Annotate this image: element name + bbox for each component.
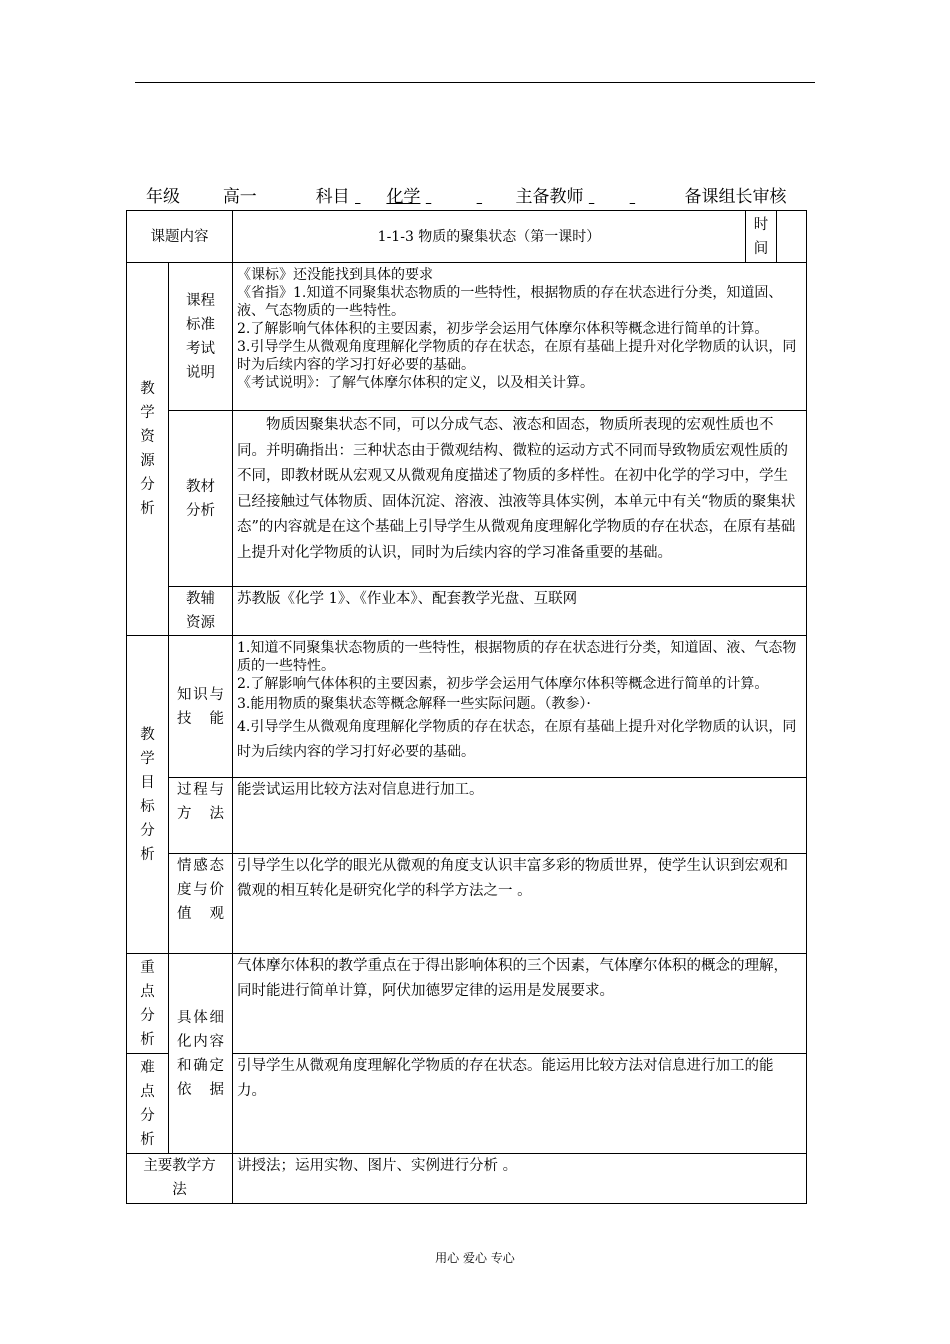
key-text: 气体摩尔体积的教学重点在于得出影响体积的三个因素，气体摩尔体积的概念的理解，同时能进行简单计算，阿伏加德罗定律的运用是发展要求。 — [233, 954, 807, 1054]
time-label: 时间 — [746, 211, 777, 263]
process-text: 能尝试运用比较方法对信息进行加工。 — [233, 778, 807, 854]
aux-text: 苏教版《化学 1》、《作业本》、配套教学光盘、互联网 — [233, 587, 807, 636]
curriculum-content — [233, 263, 807, 411]
knowledge-label: 知识与技能 — [169, 636, 233, 778]
teacher-label: 主备教师 — [515, 187, 584, 207]
topic-label: 课题内容 — [127, 211, 233, 263]
knowledge-line: 4.引导学生从微观角度理解化学物质的存在状态，在原有基础上提升对化学物质的认识，同时为后续内容的学习打好必要的基础。 — [237, 719, 797, 760]
emotion-label: 情感态度与价值观 — [169, 854, 233, 954]
grade-label: 年级 — [146, 187, 180, 207]
curriculum-label: 课程标准考试说明 — [169, 263, 233, 411]
curriculum-line: 《考试说明》：了解气体摩尔体积的定义，以及相关计算。 — [237, 375, 594, 391]
review-label: 备课组长审核 — [684, 187, 787, 207]
curriculum-line: 3.引导学生从微观角度理解化学物质的存在状态，在原有基础上提升对化学物质的认识，同时为后续内容的学习打好必要的基础。 — [237, 339, 797, 373]
grade-value: 高一 — [222, 187, 257, 207]
resource-group-label: 教学资源分析 — [127, 263, 169, 636]
subject-value: 化学 — [386, 187, 421, 207]
aux-label: 教辅资源 — [169, 587, 233, 636]
header-line — [146, 186, 826, 208]
detail-label: 具体细化内容和确定依据 — [169, 954, 233, 1154]
process-label: 过程与方法 — [169, 778, 233, 854]
emotion-text: 引导学生以化学的眼光从微观的角度支认识丰富多彩的物质世界，使学生认识到宏观和微观的相互转化是研究化学的科学方法之一 。 — [233, 854, 807, 954]
footer: 用心 爱心 专心 — [435, 1251, 515, 1265]
difficult-text: 引导学生从微观角度理解化学物质的存在状态。能运用比较方法对信息进行加工的能力。 — [233, 1054, 807, 1154]
goal-group-label: 教学目标分析 — [127, 636, 169, 954]
lesson-plan-table — [126, 210, 807, 1204]
topic-value: 1-1-3 物质的聚集状态（第一课时） — [233, 211, 746, 263]
method-text: 讲授法；运用实物、图片、实例进行分析 。 — [233, 1154, 807, 1204]
key-label: 重点分析 — [127, 954, 169, 1054]
knowledge-line: 1.知道不同聚集状态物质的一些特性，根据物质的存在状态进行分类，知道固、液、气态物质的一些特性。 — [237, 640, 797, 674]
curriculum-line: 2.了解影响气体体积的主要因素，初步学会运用气体摩尔体积等概念进行简单的计算。 — [237, 321, 769, 337]
textbook-text: 物质因聚集状态不同，可以分成气态、液态和固态，物质所表现的宏观性质也不同。并明确指出：三种状态由于微观结构、微粒的运动方式不同而导致物质宏观性质的不同，即教材既从宏观又从微观角度描述了物质的多样性。在初中化学的学习中，学生已经接触过气体物质、固体沉淀、溶液、浊液等具体实例，本单元中有关“物质的聚集状态”的内容就是在这个基础上引导学生从微观角度理解化学物质的存在状态，在原有基础上提升对化学物质的认识，同时为后续内容的学习准备重要的基础。 — [233, 411, 807, 587]
textbook-label: 教材分析 — [169, 411, 233, 587]
time-value — [777, 211, 807, 263]
curriculum-line: 《省指》1.知道不同聚集状态物质的一些特性，根据物质的存在状态进行分类，知道固、液、气态物质的一些特性。 — [237, 285, 783, 319]
method-label: 主要教学方法 — [127, 1154, 233, 1204]
top-rule — [135, 82, 815, 83]
knowledge-content — [233, 636, 807, 778]
subject-label: 科目 — [315, 187, 350, 207]
difficult-label: 难点分析 — [127, 1054, 169, 1154]
knowledge-line: 2.了解影响气体体积的主要因素，初步学会运用气体摩尔体积等概念进行简单的计算。 — [237, 676, 769, 692]
curriculum-line: 《课标》还没能找到具体的要求 — [237, 267, 433, 283]
knowledge-line: 3.能用物质的聚集状态等概念解释一些实际问题。（教参）· — [237, 696, 591, 712]
